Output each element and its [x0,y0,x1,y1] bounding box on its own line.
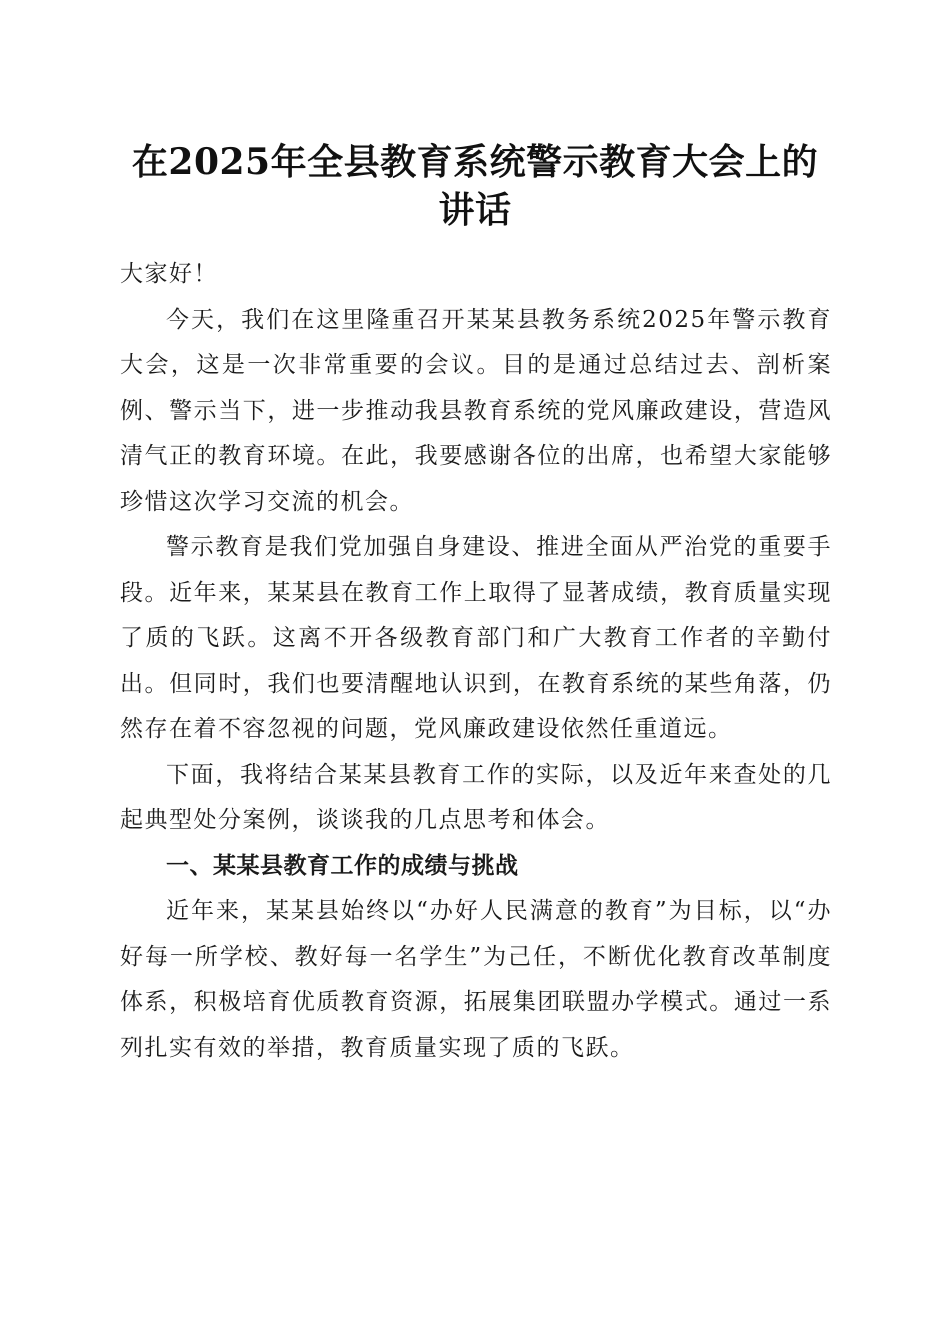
paragraph-opening: 今天，我们在这里隆重召开某某县教务系统2025年警示教育大会，这是一次非常重要的会议。目的是通过总结过去、剖析案例、警示当下，进一步推动我县教育系统的党风廉政建设，营造风清气正的教育环境。在此，我要感谢各位的出席，也希望大家能够珍惜这次学习交流的机会。 [120,306,832,515]
greeting: 大家好！ [120,261,218,287]
paragraph-outline: 下面，我将结合某某县教育工作的实际，以及近年来查处的几起典型处分案例，谈谈我的几点思考和体会。 [120,761,832,833]
section-heading-1: 一、某某县教育工作的成绩与挑战 [166,852,519,879]
paragraph-warning-education: 警示教育是我们党加强自身建设、推进全面从严治党的重要手段。近年来，某某县在教育工作上取得了显著成绩，教育质量实现了质的飞跃。这离不开各级教育部门和广大教育工作者的辛勤付出。但同时，我们也要清醒地认识到，在教育系统的某些角落，仍然存在着不容忽视的问题，党风廉政建设依然任重道远。 [120,534,832,742]
document-title: 在2025年全县教育系统警示教育大会上的讲话 [131,141,819,231]
document-body [120,252,832,1071]
paragraph-section1-achievements: 近年来，某某县始终以“办好人民满意的教育”为目标，以“办好每一所学校、教好每一名学生”为己任，不断优化教育改革制度体系，积极培育优质教育资源，拓展集团联盟办学模式。通过一系列扎实有效的举措，教育质量实现了质的飞跃。 [120,898,832,1061]
